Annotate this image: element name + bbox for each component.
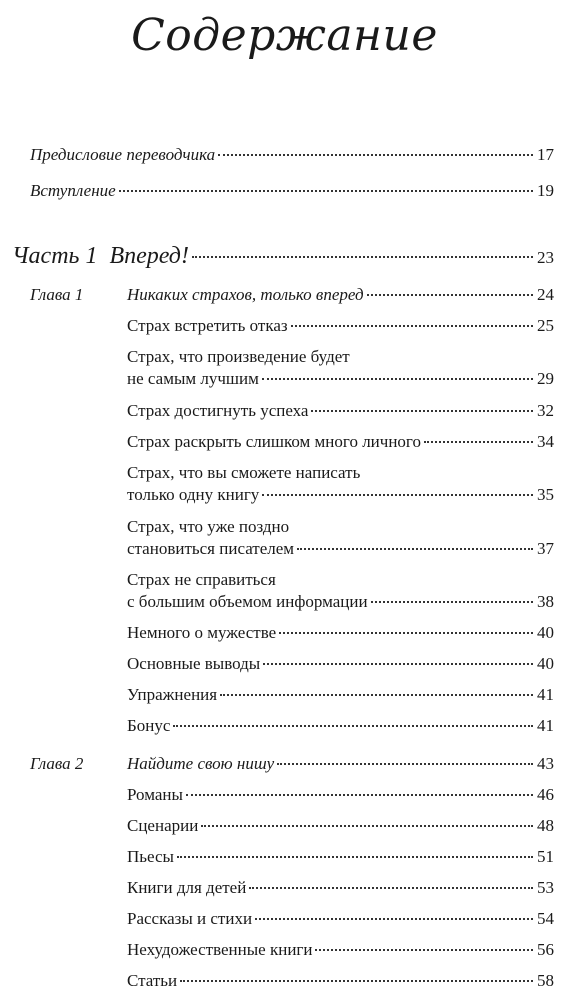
page-number: 46 — [537, 785, 554, 804]
page-title: Содержание — [131, 10, 438, 61]
page-number: 23 — [537, 248, 554, 267]
toc-entry-label: Вступление — [30, 181, 116, 200]
leader-dots — [279, 632, 533, 634]
page-number: 43 — [537, 754, 554, 773]
toc-entry-label: Страх достигнуть успеха — [127, 401, 309, 420]
toc-section[interactable] — [127, 909, 554, 929]
toc-section-first-line: Страх, что произведение будет — [127, 347, 350, 366]
toc-entry-label: Статьи — [127, 971, 178, 990]
toc-section[interactable] — [127, 971, 554, 991]
toc-entry-label: Книги для детей — [127, 878, 247, 897]
toc-section[interactable] — [127, 592, 554, 612]
page-number: 40 — [537, 654, 554, 673]
toc-entry-label: Страх раскрыть слишком много личного — [127, 432, 421, 451]
page-number: 58 — [537, 971, 554, 990]
toc-entry-label: Романы — [127, 785, 183, 804]
toc-section[interactable] — [127, 716, 554, 736]
page-number: 41 — [537, 716, 554, 735]
toc-entry-part-1[interactable] — [12, 242, 554, 272]
toc-section-first-line: Страх, что уже поздно — [127, 517, 290, 536]
toc-entry-label: только одну книгу — [127, 485, 260, 504]
toc-entry-label: Никаких страхов, только вперед — [127, 285, 364, 304]
leader-dots — [315, 949, 533, 951]
leader-dots — [192, 256, 533, 258]
toc-section[interactable] — [127, 847, 554, 867]
page-number: 41 — [537, 685, 554, 704]
leader-dots — [201, 825, 533, 827]
leader-dots — [263, 663, 533, 665]
chapter-number: Глава 2 — [30, 754, 84, 773]
leader-dots — [262, 494, 533, 496]
page-number: 38 — [537, 592, 554, 611]
page-number: 34 — [537, 432, 554, 451]
page-number: 35 — [537, 485, 554, 504]
page-number: 48 — [537, 816, 554, 835]
leader-dots — [424, 441, 533, 443]
toc-entry-label: Страх встретить отказ — [127, 316, 288, 335]
toc-section[interactable] — [127, 816, 554, 836]
toc-entry-label: Пьесы — [127, 847, 174, 866]
page-number: 19 — [537, 181, 554, 200]
leader-dots — [371, 601, 533, 603]
leader-dots — [173, 725, 533, 727]
toc-section[interactable] — [127, 485, 554, 505]
toc-entry-label: Нехудожественные книги — [127, 940, 313, 959]
toc-section[interactable] — [127, 878, 554, 898]
toc-section[interactable] — [127, 432, 554, 452]
chapter-number: Глава 1 — [30, 285, 84, 304]
leader-dots — [255, 918, 533, 920]
toc-section[interactable] — [127, 369, 554, 389]
toc-entry-label: Основные выводы — [127, 654, 261, 673]
page-number: 40 — [537, 623, 554, 642]
leader-dots — [311, 410, 533, 412]
toc-entry-label: Немного о мужестве — [127, 623, 277, 642]
toc-entry-label: Бонус — [127, 716, 171, 735]
toc-entry-label: Рассказы и стихи — [127, 909, 253, 928]
page-number: 37 — [537, 539, 554, 558]
toc-section[interactable] — [127, 623, 554, 643]
leader-dots — [218, 154, 533, 156]
page-number: 56 — [537, 940, 554, 959]
page-number: 53 — [537, 878, 554, 897]
toc-entry-label: Упражнения — [127, 685, 218, 704]
leader-dots — [262, 378, 533, 380]
toc-entry-chapter-2[interactable] — [127, 754, 554, 774]
leader-dots — [291, 325, 533, 327]
leader-dots — [277, 763, 533, 765]
page-number: 29 — [537, 369, 554, 388]
toc-entry-label: Сценарии — [127, 816, 199, 835]
toc-section-first-line: Страх не справиться — [127, 570, 276, 589]
toc-section-first-line: Страх, что вы сможете написать — [127, 463, 361, 482]
page-number: 51 — [537, 847, 554, 866]
toc-entry-label: Найдите свою нишу — [127, 754, 275, 773]
toc-section[interactable] — [127, 316, 554, 336]
toc-section[interactable] — [127, 940, 554, 960]
leader-dots — [367, 294, 533, 296]
toc-entry-label: Предисловие переводчика — [30, 145, 216, 164]
leader-dots — [249, 887, 533, 889]
toc-entry-chapter-1[interactable] — [127, 285, 554, 305]
leader-dots — [119, 190, 533, 192]
toc-entry-preface[interactable] — [30, 145, 554, 165]
toc-entry-label: не самым лучшим — [127, 369, 259, 388]
page-number: 24 — [537, 285, 554, 304]
toc-section[interactable] — [127, 654, 554, 674]
toc-section[interactable] — [127, 685, 554, 705]
toc-section[interactable] — [127, 539, 554, 559]
leader-dots — [220, 694, 533, 696]
page-number: 25 — [537, 316, 554, 335]
leader-dots — [180, 980, 533, 982]
toc-entry-label: Часть 1 Вперед! — [12, 243, 189, 269]
toc-entry-label: с большим объемом информации — [127, 592, 368, 611]
page-number: 54 — [537, 909, 554, 928]
toc-entry-label: становиться писателем — [127, 539, 295, 558]
toc-section[interactable] — [127, 401, 554, 421]
page-number: 32 — [537, 401, 554, 420]
page-number: 17 — [537, 145, 554, 164]
leader-dots — [186, 794, 533, 796]
toc-section[interactable] — [127, 785, 554, 805]
leader-dots — [177, 856, 533, 858]
leader-dots — [297, 548, 533, 550]
toc-entry-introduction[interactable] — [30, 181, 554, 201]
